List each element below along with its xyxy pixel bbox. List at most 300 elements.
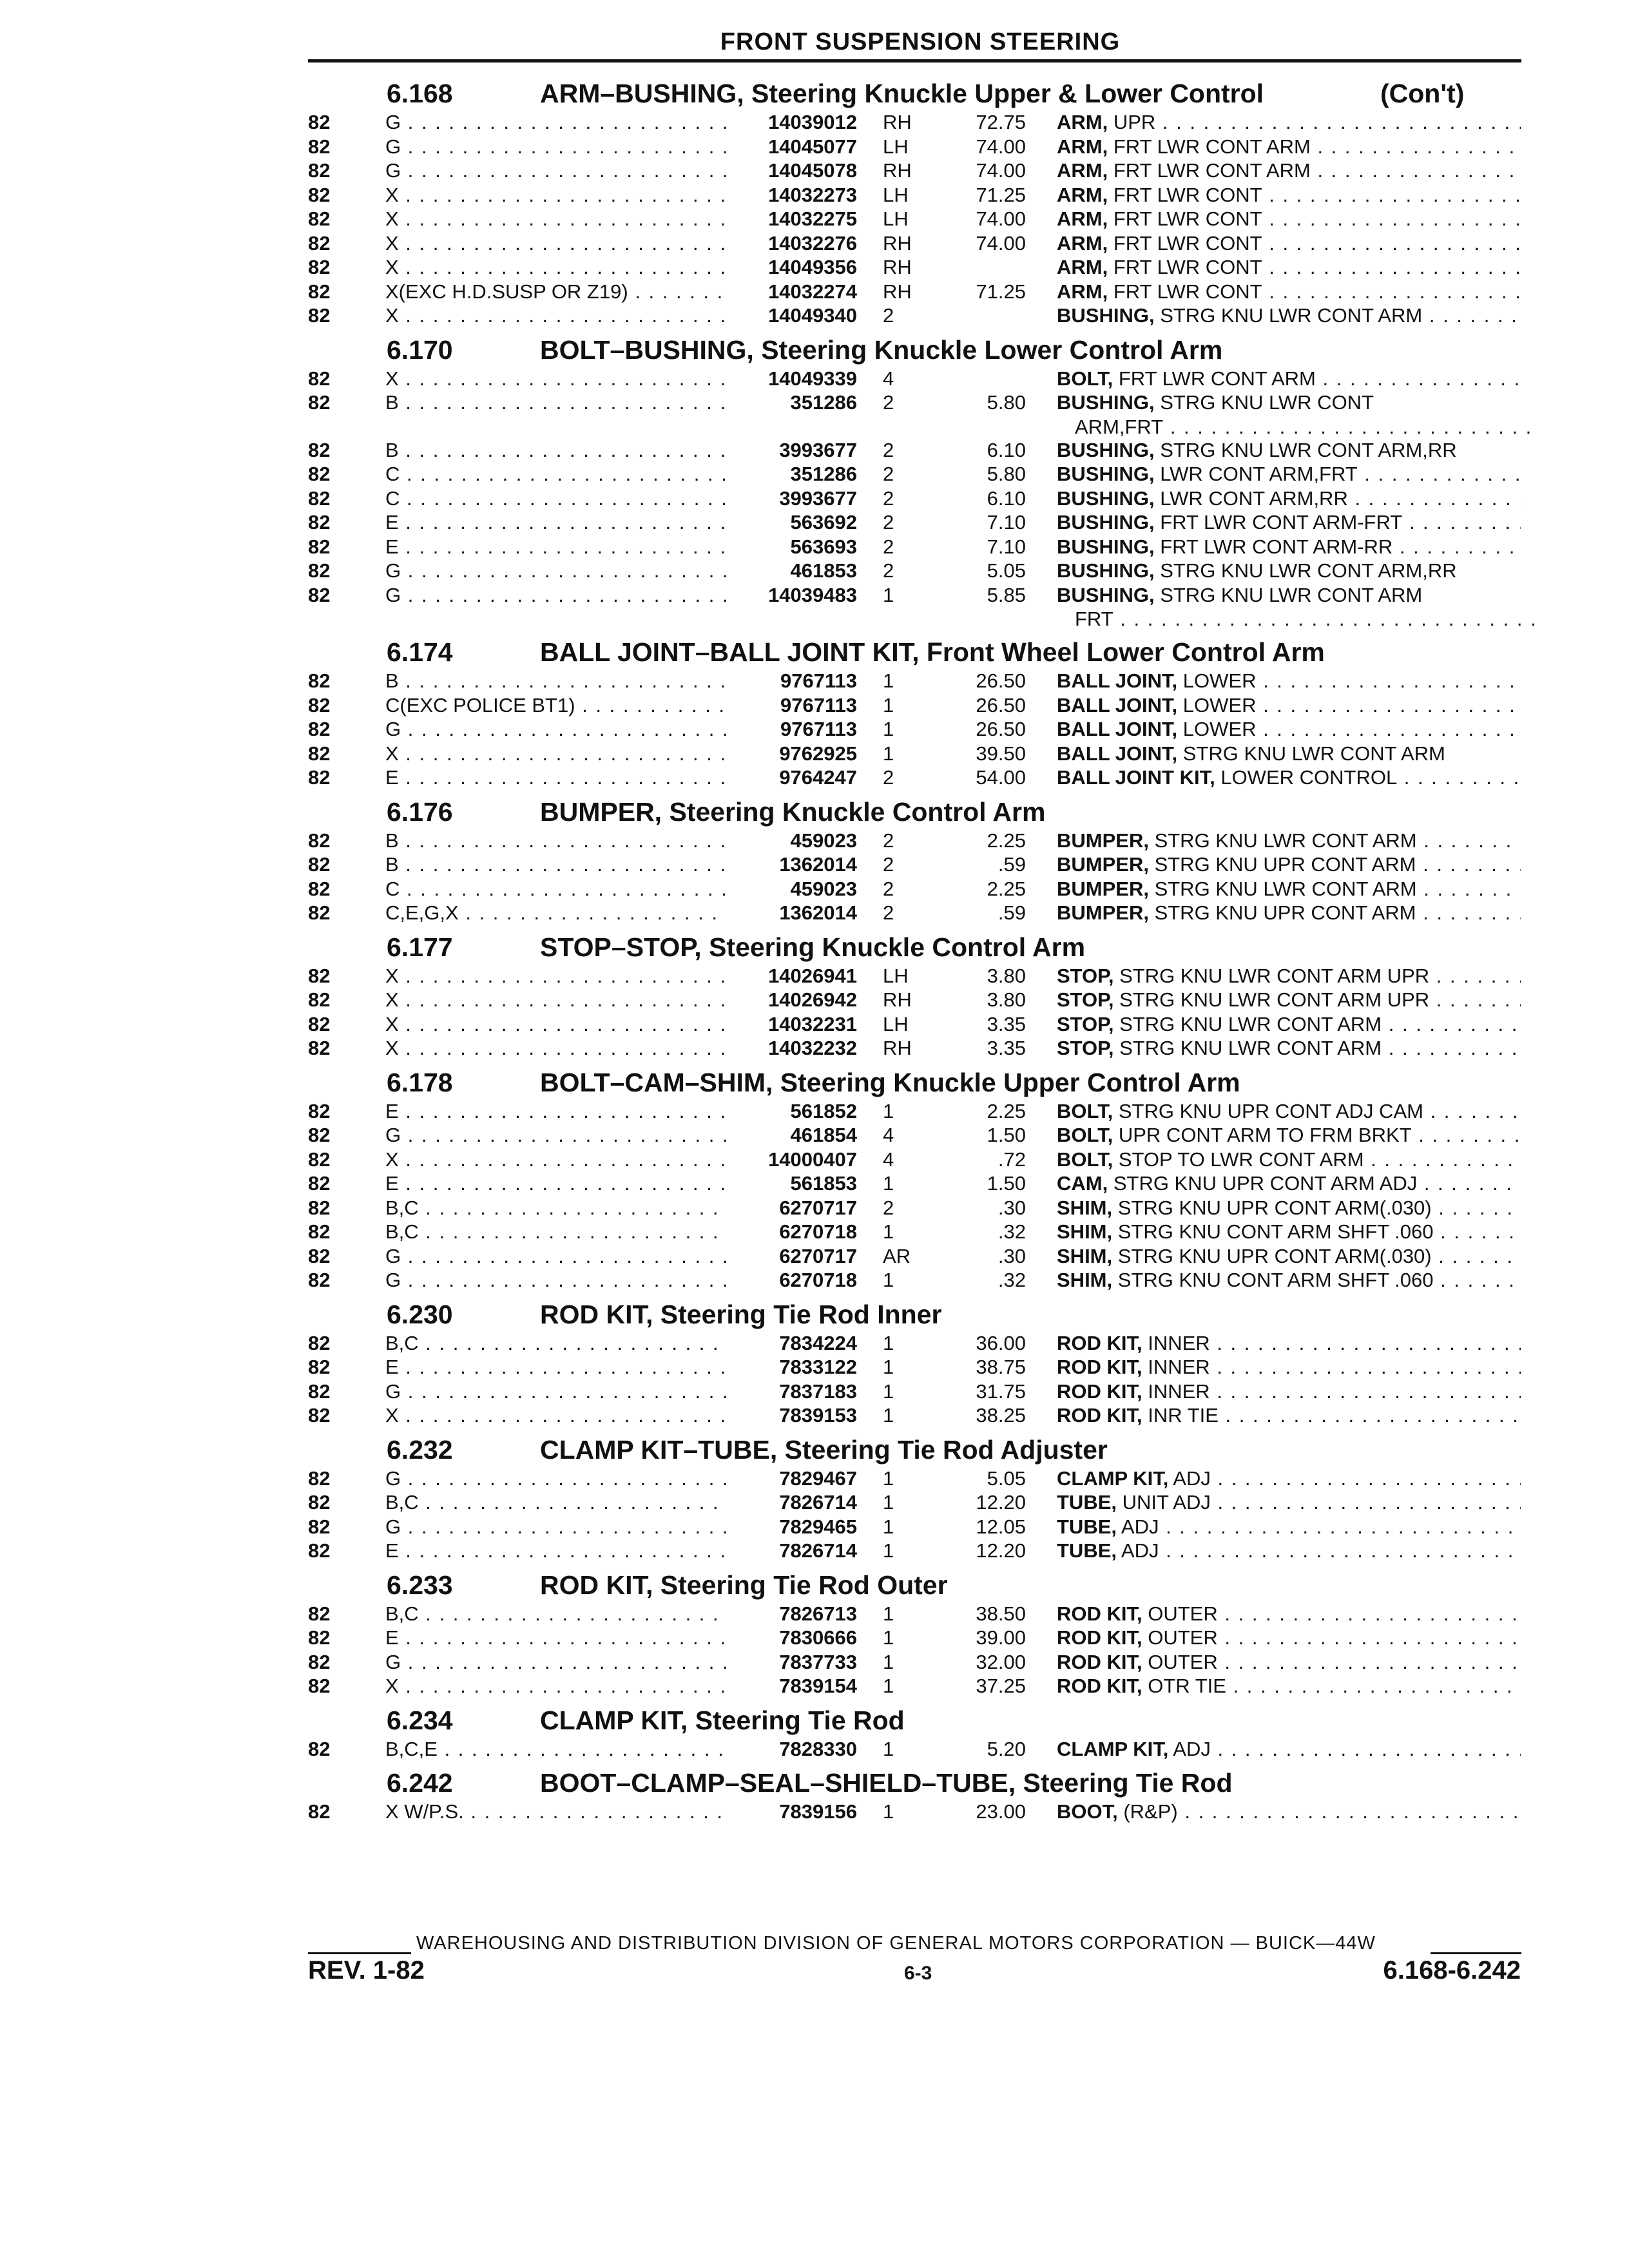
- description-detail: STRG KNU LWR CONT ARM UPR: [1113, 964, 1430, 987]
- price: 5.20: [987, 1737, 1026, 1760]
- model-year: 82: [308, 1515, 331, 1538]
- section-number: 6.170: [387, 334, 453, 365]
- quantity: AR: [883, 1244, 911, 1267]
- description-detail: UNIT ADJ: [1117, 1491, 1211, 1514]
- price: 23.00: [976, 1800, 1026, 1823]
- description-noun: ARM,: [1057, 231, 1108, 255]
- part-row: [0, 1651, 1629, 1675]
- section-number: 6.234: [387, 1705, 453, 1735]
- description-detail: OUTER: [1142, 1650, 1218, 1673]
- description-noun: ROD KIT,: [1057, 1404, 1142, 1427]
- description-detail: ADJ: [1168, 1737, 1211, 1760]
- description-detail: (R&P): [1117, 1800, 1178, 1823]
- quantity: RH: [883, 231, 912, 255]
- part-number: 6270718: [779, 1269, 857, 1291]
- quantity: LH: [883, 1012, 909, 1035]
- price: 3.80: [987, 964, 1026, 987]
- part-row: [0, 694, 1629, 718]
- section-title: BOOT–CLAMP–SEAL–SHIELD–TUBE, Steering Tie Rod: [540, 1768, 1233, 1798]
- model-code: B,C . . .: [385, 1220, 727, 1244]
- part-row: [0, 367, 1629, 392]
- model-year: 82: [308, 1379, 331, 1403]
- quantity: RH: [883, 1037, 912, 1059]
- quantity: RH: [883, 988, 912, 1011]
- description-detail: FRT LWR CONT ARM-FRT: [1154, 511, 1403, 533]
- price: 71.25: [976, 280, 1026, 303]
- part-row: [0, 669, 1629, 694]
- model-code: B,C,E . . .: [385, 1738, 727, 1761]
- part-description: [1057, 1602, 1521, 1626]
- model-code: X . . .: [385, 184, 727, 207]
- part-row: [0, 1220, 1629, 1245]
- model-code: C(EXC POLICE BT1) . . .: [385, 694, 727, 717]
- part-description: [1057, 439, 1521, 462]
- model-year: 82: [308, 1037, 331, 1059]
- part-number: 563692: [790, 511, 857, 533]
- quantity: 1: [883, 742, 894, 765]
- model-code: G . . .: [385, 1467, 727, 1490]
- model-code: G . . .: [385, 1515, 727, 1539]
- part-number: 14039483: [768, 583, 857, 606]
- part-number: 6270717: [779, 1244, 857, 1267]
- section-range: 6.168-6.242: [1383, 1956, 1521, 1984]
- part-number: 1362014: [779, 901, 857, 924]
- part-row: [0, 1738, 1629, 1762]
- part-number: 9764247: [779, 766, 857, 789]
- quantity: 2: [883, 1196, 894, 1219]
- part-description: [1057, 232, 1521, 255]
- price: .72: [998, 1148, 1026, 1171]
- part-row: [0, 416, 1629, 439]
- part-row: [0, 718, 1629, 742]
- section-title: BALL JOINT–BALL JOINT KIT, Front Wheel Lower Control Arm: [540, 637, 1325, 667]
- section-heading: [0, 1428, 1629, 1467]
- description-noun: BUMPER,: [1057, 901, 1149, 924]
- part-row: [0, 1467, 1629, 1492]
- description-noun: BUSHING,: [1057, 391, 1155, 414]
- description-noun: TUBE,: [1057, 1491, 1117, 1514]
- description-detail: FRT LWR CONT: [1108, 207, 1262, 230]
- part-row: [0, 1675, 1629, 1699]
- price: 74.00: [976, 159, 1026, 182]
- description-noun: TUBE,: [1057, 1515, 1117, 1538]
- section-number: 6.168: [387, 79, 453, 108]
- description-detail: ADJ: [1168, 1466, 1211, 1490]
- price: 12.20: [976, 1539, 1026, 1562]
- price: 39.50: [976, 742, 1026, 765]
- description-detail: UPR CONT ARM TO FRM BRKT: [1113, 1124, 1412, 1146]
- section-title: ARM–BUSHING, Steering Knuckle Upper & Lower Control: [540, 79, 1264, 108]
- section-title: BOLT–BUSHING, Steering Knuckle Lower Control Arm: [540, 334, 1223, 365]
- quantity: LH: [883, 964, 909, 987]
- part-description: [1057, 742, 1521, 765]
- part-number: 9767113: [780, 693, 857, 716]
- quantity: 2: [883, 877, 894, 900]
- price: 26.50: [976, 669, 1026, 692]
- part-number: 6270717: [779, 1196, 857, 1219]
- section-number: 6.233: [387, 1570, 453, 1600]
- model-code: B . . .: [385, 391, 727, 414]
- section-number: 6.176: [387, 796, 453, 827]
- part-description: [1057, 853, 1521, 876]
- model-year: 82: [308, 901, 331, 924]
- description-detail: FRT LWR CONT ARM: [1113, 367, 1316, 390]
- quantity: 1: [883, 1220, 894, 1243]
- model-code: E . . .: [385, 1100, 727, 1123]
- description-noun: BUSHING,: [1057, 486, 1155, 510]
- part-number: 14049340: [768, 304, 857, 327]
- section-heading: [0, 1564, 1629, 1602]
- part-number: 7833122: [779, 1356, 857, 1378]
- part-row: [0, 280, 1629, 305]
- model-code: E . . .: [385, 766, 727, 789]
- part-description: [1057, 1332, 1521, 1355]
- part-row: [0, 207, 1629, 232]
- quantity: 2: [883, 463, 894, 485]
- price: 5.85: [987, 583, 1026, 606]
- footer-rule-right: [1431, 1952, 1521, 1954]
- part-number: 7839154: [779, 1675, 857, 1697]
- model-year: 82: [308, 486, 331, 510]
- part-row: [0, 559, 1629, 584]
- price: 12.20: [976, 1491, 1026, 1514]
- quantity: 1: [883, 1356, 894, 1378]
- section-heading: [0, 1762, 1629, 1800]
- price: 5.05: [987, 559, 1026, 582]
- price: 1.50: [987, 1124, 1026, 1146]
- part-row: [0, 1124, 1629, 1148]
- model-year: 82: [308, 1331, 331, 1354]
- model-year: 82: [308, 535, 331, 558]
- part-number: 7837183: [779, 1379, 857, 1403]
- model-year: 82: [308, 1012, 331, 1035]
- part-description: [1057, 1404, 1521, 1427]
- part-number: 9762925: [779, 742, 857, 765]
- part-row: [0, 1013, 1629, 1037]
- model-year: 82: [308, 1124, 331, 1146]
- part-description: [1057, 1380, 1521, 1403]
- model-year: 82: [308, 391, 331, 414]
- section-heading: [0, 1293, 1629, 1332]
- part-number: 7829467: [779, 1466, 857, 1490]
- model-year: 82: [308, 183, 331, 206]
- part-row: [0, 878, 1629, 902]
- quantity: 2: [883, 486, 894, 510]
- description-detail: STRG KNU LWR CONT ARM: [1113, 1012, 1382, 1035]
- part-description: [1057, 304, 1521, 327]
- quantity: RH: [883, 111, 912, 133]
- price: 74.00: [976, 231, 1026, 255]
- part-description: [1057, 1651, 1521, 1674]
- price: 6.10: [987, 438, 1026, 461]
- model-code: X . . .: [385, 367, 727, 390]
- part-description: [1057, 965, 1521, 988]
- part-number: 7826713: [779, 1602, 857, 1625]
- description-noun: ROD KIT,: [1057, 1675, 1142, 1697]
- description-noun: BUSHING,: [1057, 535, 1155, 558]
- description-detail: STRG KNU UPR CONT ADJ CAM: [1113, 1099, 1423, 1122]
- quantity: 2: [883, 766, 894, 789]
- price: 7.10: [987, 535, 1026, 558]
- quantity: 2: [883, 853, 894, 876]
- description-noun: SHIM,: [1057, 1269, 1113, 1291]
- description-noun: ROD KIT,: [1057, 1626, 1142, 1649]
- price: 72.75: [976, 111, 1026, 133]
- model-year: 82: [308, 231, 331, 255]
- part-row: [0, 391, 1629, 416]
- part-row: [0, 1269, 1629, 1293]
- part-description: [1057, 1539, 1521, 1562]
- part-row: [0, 965, 1629, 989]
- description-noun: ROD KIT,: [1057, 1602, 1142, 1625]
- model-year: 82: [308, 693, 331, 716]
- part-description: [1057, 207, 1521, 231]
- model-year: 82: [308, 1404, 331, 1427]
- model-year: 82: [308, 1148, 331, 1171]
- quantity: LH: [883, 207, 909, 230]
- part-row: [0, 135, 1629, 160]
- part-row: [0, 584, 1629, 608]
- model-year: 82: [308, 111, 331, 133]
- part-number: 561852: [790, 1099, 857, 1122]
- price: 54.00: [976, 766, 1026, 789]
- footer-division: WAREHOUSING AND DISTRIBUTION DIVISION OF GENERAL MOTORS CORPORATION — BUICK—44W: [416, 1933, 1376, 1954]
- part-number: 9767113: [780, 718, 857, 740]
- section-continued: (Con't): [1380, 79, 1465, 108]
- model-code: X . . .: [385, 965, 727, 988]
- description-detail: FRT LWR CONT ARM-RR: [1154, 535, 1393, 558]
- description-detail: STRG KNU LWR CONT ARM: [1148, 829, 1417, 852]
- part-description: [1057, 694, 1521, 717]
- part-description: [1057, 1245, 1521, 1268]
- part-description: [1057, 1269, 1521, 1292]
- model-year: 82: [308, 1196, 331, 1219]
- description-detail: INNER: [1142, 1379, 1210, 1403]
- part-description: [1057, 535, 1521, 559]
- section-number: 6.174: [387, 637, 453, 667]
- price: 39.00: [976, 1626, 1026, 1649]
- model-year: 82: [308, 964, 331, 987]
- description-detail: FRT LWR CONT: [1108, 231, 1262, 255]
- price: .32: [998, 1269, 1026, 1291]
- footer-rule-left: [308, 1952, 411, 1954]
- model-code: X . . .: [385, 1148, 727, 1171]
- description-detail: STRG KNU LWR CONT ARM,RR: [1154, 438, 1457, 461]
- price: 38.50: [976, 1602, 1026, 1625]
- model-code: G . . .: [385, 1245, 727, 1268]
- model-year: 82: [308, 1602, 331, 1625]
- part-description: [1057, 901, 1521, 925]
- model-code: C . . .: [385, 463, 727, 486]
- description-detail: STRG KNU LWR CONT: [1154, 391, 1374, 414]
- model-code: X W/P.S. . . .: [385, 1800, 727, 1823]
- model-code: E . . .: [385, 1172, 727, 1195]
- model-code: G . . .: [385, 135, 727, 159]
- model-code: X(EXC H.D.SUSP OR Z19) . . .: [385, 280, 727, 303]
- description-noun: BALL JOINT,: [1057, 669, 1178, 692]
- section-title: ROD KIT, Steering Tie Rod Outer: [540, 1570, 948, 1600]
- description-noun: BUSHING,: [1057, 559, 1155, 582]
- description-detail: ADJ: [1117, 1515, 1159, 1538]
- description-detail: STRG KNU UPR CONT ARM: [1148, 853, 1416, 876]
- price: .59: [998, 853, 1026, 876]
- description-noun: ROD KIT,: [1057, 1379, 1142, 1403]
- part-number: 14026941: [768, 964, 857, 987]
- description-noun: ARM,: [1057, 183, 1108, 206]
- model-year: 82: [308, 718, 331, 740]
- price: .30: [998, 1196, 1026, 1219]
- model-year: 82: [308, 669, 331, 692]
- part-description: [1057, 1013, 1521, 1036]
- part-description: [1057, 878, 1521, 901]
- part-description: [1075, 416, 1539, 439]
- model-year: 82: [308, 438, 331, 461]
- description-detail: LOWER: [1177, 693, 1257, 716]
- model-code: B . . .: [385, 829, 727, 852]
- part-row: [0, 439, 1629, 463]
- model-year: 82: [308, 1800, 331, 1823]
- part-number: 7839156: [779, 1800, 857, 1823]
- description-noun: BOLT,: [1057, 1099, 1113, 1122]
- part-number: 563693: [790, 535, 857, 558]
- quantity: 2: [883, 535, 894, 558]
- model-code: G . . .: [385, 1269, 727, 1292]
- section-title: BUMPER, Steering Knuckle Control Arm: [540, 796, 1046, 827]
- section-heading: [0, 1699, 1629, 1738]
- description-detail: LOWER: [1177, 669, 1257, 692]
- part-number: 14039012: [768, 111, 857, 133]
- description-noun: BALL JOINT,: [1057, 693, 1178, 716]
- price: 26.50: [976, 718, 1026, 740]
- price: 5.05: [987, 1466, 1026, 1490]
- price: 38.25: [976, 1404, 1026, 1427]
- price: 5.80: [987, 463, 1026, 485]
- part-description: [1075, 608, 1539, 631]
- section-number: 6.242: [387, 1768, 453, 1798]
- description-noun: SHIM,: [1057, 1220, 1113, 1243]
- model-code: G . . .: [385, 159, 727, 182]
- model-year: 82: [308, 1675, 331, 1697]
- part-row: [0, 1404, 1629, 1428]
- part-number: 7830666: [779, 1626, 857, 1649]
- model-code: B . . .: [385, 853, 727, 876]
- section-title: CLAMP KIT, Steering Tie Rod: [540, 1705, 905, 1735]
- model-year: 82: [308, 1491, 331, 1514]
- description-noun: BUMPER,: [1057, 853, 1149, 876]
- model-code: G . . .: [385, 1380, 727, 1403]
- part-number: 9767113: [780, 669, 857, 692]
- section-title: ROD KIT, Steering Tie Rod Inner: [540, 1299, 942, 1329]
- description-noun: ROD KIT,: [1057, 1650, 1142, 1673]
- description-detail: ARM,FRT: [1075, 415, 1164, 438]
- description-detail: STRG KNU UPR CONT ARM: [1148, 901, 1416, 924]
- part-row: [0, 829, 1629, 854]
- quantity: 2: [883, 304, 894, 327]
- part-row: [0, 1172, 1629, 1196]
- part-row: [0, 1245, 1629, 1269]
- description-detail: STRG KNU LWR CONT ARM: [1113, 1037, 1382, 1059]
- part-row: [0, 535, 1629, 560]
- price: 3.35: [987, 1012, 1026, 1035]
- section-heading: [0, 72, 1629, 111]
- model-code: B,C . . .: [385, 1196, 727, 1220]
- part-number: 3993677: [779, 438, 857, 461]
- description-noun: ARM,: [1057, 280, 1108, 303]
- model-year: 82: [308, 1220, 331, 1243]
- price: 12.05: [976, 1515, 1026, 1538]
- quantity: 1: [883, 1737, 894, 1760]
- part-description: [1057, 1626, 1521, 1649]
- description-detail: STRG KNU LWR CONT ARM: [1154, 583, 1423, 606]
- part-row: [0, 1356, 1629, 1380]
- model-code: E . . .: [385, 1356, 727, 1379]
- quantity: 1: [883, 1675, 894, 1697]
- part-description: [1057, 559, 1521, 582]
- description-detail: STRG KNU CONT ARM SHFT .060: [1112, 1220, 1434, 1243]
- part-description: [1057, 584, 1521, 607]
- description-noun: CLAMP KIT,: [1057, 1737, 1169, 1760]
- part-description: [1057, 718, 1521, 741]
- description-detail: STRG KNU UPR CONT ARM(.030): [1112, 1244, 1432, 1267]
- part-row: [0, 901, 1629, 926]
- price: 36.00: [976, 1331, 1026, 1354]
- part-number: 351286: [790, 463, 857, 485]
- section-number: 6.178: [387, 1067, 453, 1097]
- model-year: 82: [308, 207, 331, 230]
- model-year: 82: [308, 1650, 331, 1673]
- model-year: 82: [308, 463, 331, 485]
- quantity: 1: [883, 1539, 894, 1562]
- part-row: [0, 487, 1629, 512]
- model-code: X . . .: [385, 1675, 727, 1698]
- model-code: X . . .: [385, 1404, 727, 1427]
- quantity: 2: [883, 901, 894, 924]
- model-year: 82: [308, 742, 331, 765]
- part-row: [0, 766, 1629, 791]
- section-heading: [0, 791, 1629, 829]
- model-code: G . . .: [385, 111, 727, 134]
- description-detail: STRG KNU CONT ARM SHFT .060: [1112, 1269, 1434, 1291]
- model-code: B,C . . .: [385, 1491, 727, 1514]
- quantity: 1: [883, 1099, 894, 1122]
- quantity: 2: [883, 559, 894, 582]
- part-row: [0, 608, 1629, 631]
- header-rule: [308, 59, 1521, 62]
- description-noun: STOP,: [1057, 1037, 1114, 1059]
- description-detail: ADJ: [1117, 1539, 1159, 1562]
- description-noun: ROD KIT,: [1057, 1331, 1142, 1354]
- description-detail: STRG KNU UPR CONT ARM ADJ: [1108, 1172, 1418, 1195]
- description-noun: BOOT,: [1057, 1800, 1118, 1823]
- part-number: 14045078: [768, 159, 857, 182]
- description-detail: LOWER: [1177, 718, 1257, 740]
- price: 71.25: [976, 183, 1026, 206]
- model-code: G . . .: [385, 584, 727, 607]
- model-year: 82: [308, 304, 331, 327]
- part-number: 14045077: [768, 135, 857, 158]
- description-detail: STOP TO LWR CONT ARM: [1113, 1148, 1364, 1171]
- part-number: 351286: [790, 391, 857, 414]
- description-noun: STOP,: [1057, 1012, 1114, 1035]
- model-code: X . . .: [385, 207, 727, 231]
- description-detail: FRT LWR CONT ARM: [1108, 159, 1311, 182]
- model-code: G . . .: [385, 1651, 727, 1674]
- price: 3.35: [987, 1037, 1026, 1059]
- part-number: 7834224: [779, 1331, 857, 1354]
- description-noun: TUBE,: [1057, 1539, 1117, 1562]
- model-year: 82: [308, 135, 331, 158]
- model-year: 82: [308, 583, 331, 606]
